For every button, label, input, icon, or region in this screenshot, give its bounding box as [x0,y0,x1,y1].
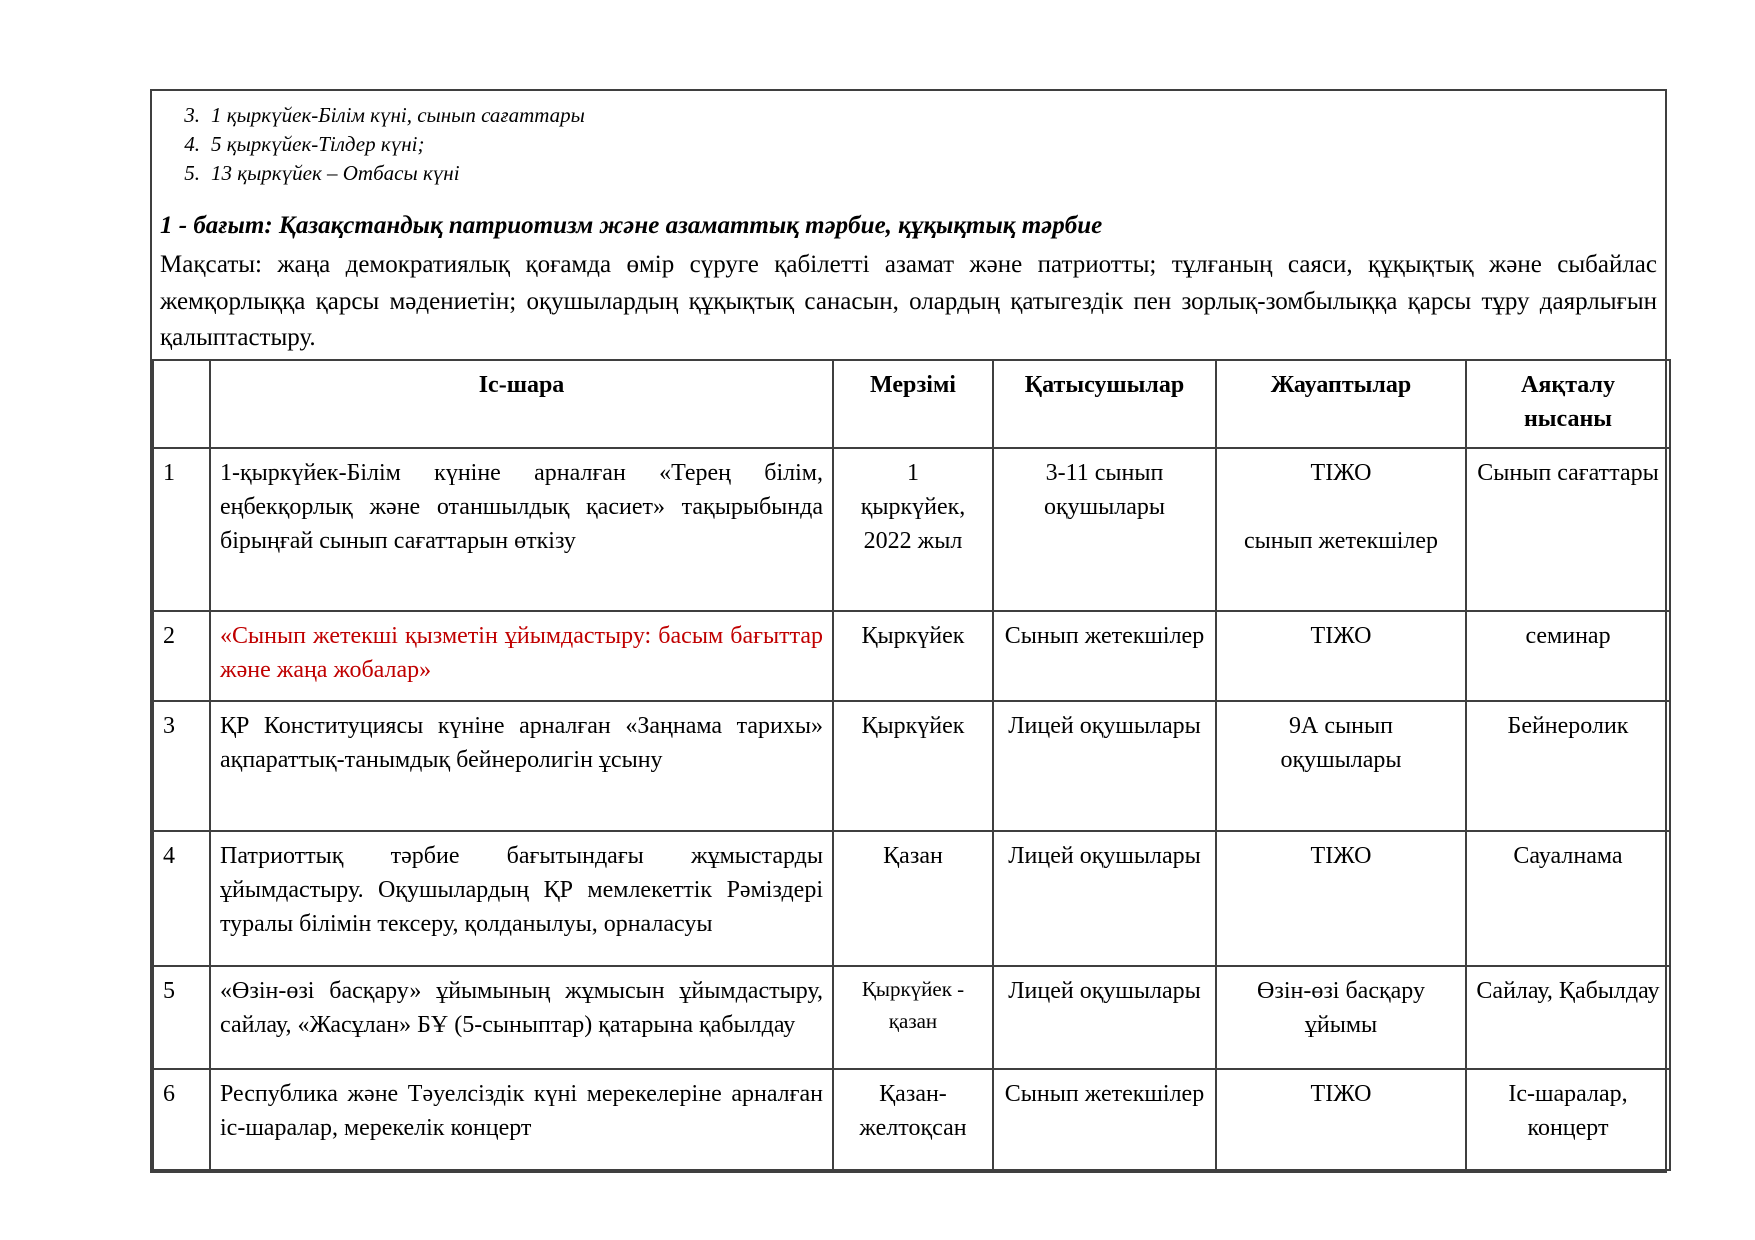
table-row [153,448,1670,611]
cell-responsible: Өзін-өзі басқару ұйымы [1216,966,1466,1069]
table-row [153,1069,1670,1170]
cell-row-number: 5 [153,966,210,1069]
table-row [153,831,1670,966]
cell-row-number: 1 [153,448,210,611]
cell-responsible: ТІЖО [1216,1069,1466,1170]
list-item-text: 1 қыркүйек-Білім күні, сынып сағаттары [211,103,585,127]
cell-event: Патриоттық тәрбие бағытындағы жұмыстарды ұйымдастыру. Оқушылардың ҚР мемлекеттік Рәміздері туралы білімін тексеру, қолданылуы, орналасуы [210,831,833,966]
cell-event: «Өзін-өзі басқару» ұйымының жұмысын ұйымдастыру, сайлау, «Жасұлан» БҰ (5-сыныптар) қатарына қабылдау [210,966,833,1069]
table-header [153,360,1670,448]
list-item-text: 5 қыркүйек-Тілдер күні; [211,131,425,156]
cell-form: Бейнеролик [1466,701,1670,831]
cell-term: Қыркүйек - қазан [833,966,993,1069]
cell-event: 1-қыркүйек-Білім күніне арналған «Терең білім, еңбекқорлық және отаншылдық қасиет» тақырыбында бірыңғай сынып сағаттарын өткізу [210,448,833,611]
cell-participants: Лицей оқушылары [993,966,1216,1069]
header-responsible: Жауаптылар [1216,360,1466,448]
header-participants: Қатысушылар [993,360,1216,448]
plan-table-body [153,448,1670,1170]
cell-term: 1 қыркүйек, 2022 жыл [833,448,993,611]
table-header-row [153,360,1670,448]
section-heading: 1 - бағыт: Қазақстандық патриотизм және азаматтық тәрбие, құқықтық тәрбие [160,211,1103,239]
action-plan-table [152,359,1671,1171]
cell-event: ҚР Конституциясы күніне арналған «Заңнама тарихы» ақпараттық-танымдық бейнеролигін ұсыну [210,701,833,831]
cell-row-number: 3 [153,701,210,831]
cell-participants: 3-11 сынып оқушылары [993,448,1216,611]
cell-row-number: 6 [153,1069,210,1170]
cell-participants: Лицей оқушылары [993,831,1216,966]
list-item-number: 3. [184,103,200,127]
list-item [152,101,1665,130]
cell-responsible: 9А сынып оқушылары [1216,701,1466,831]
cell-term: Қазан- желтоқсан [833,1069,993,1170]
intro-numbered-list [152,91,1665,188]
cell-term: Қыркүйек [833,701,993,831]
cell-event: Республика және Тәуелсіздік күні мерекелеріне арналған іс-шаралар, мерекелік концерт [210,1069,833,1170]
cell-row-number: 2 [153,611,210,701]
cell-form: Іс-шаралар, концерт [1466,1069,1670,1170]
cell-responsible: ТІЖО [1216,611,1466,701]
cell-form: Сайлау, Қабылдау [1466,966,1670,1069]
table-row [153,966,1670,1069]
table-row [153,701,1670,831]
cell-responsible: ТІЖО сынып жетекшілер [1216,448,1466,611]
list-item-text: 13 қыркүйек – Отбасы күні [211,160,460,185]
cell-participants: Сынып жетекшілер [993,1069,1216,1170]
header-event: Іс-шара [210,360,833,448]
document-content-frame [150,89,1667,1173]
list-item-number: 5. [184,160,200,185]
list-item-number: 4. [184,131,200,156]
list-item [152,130,1665,159]
list-item [152,159,1665,188]
table-row [153,611,1670,701]
cell-participants: Лицей оқушылары [993,701,1216,831]
cell-form: Сынып сағаттары [1466,448,1670,611]
header-number [153,360,210,448]
header-term: Мерзімі [833,360,993,448]
cell-form: семинар [1466,611,1670,701]
goal-paragraph: Мақсаты: жаңа демократиялық қоғамда өмір сүруге қабілетті азамат және патриотты; тұлғаның саяси, құқықтық және сыбайлас жемқорлыққа қарсы мәдениетін; оқушылардың құқықтық санасын, олардың қатыгездік пен зорлық-зомбылыққа қарсы тұру даярлығын қалыптастыру. [160,251,1657,351]
header-form: Аяқталу нысаны [1466,360,1670,448]
cell-event: «Сынып жетекші қызметін ұйымдастыру: басым бағыттар және жаңа жобалар» [210,611,833,701]
cell-term: Қазан [833,831,993,966]
cell-form: Сауалнама [1466,831,1670,966]
cell-participants: Сынып жетекшілер [993,611,1216,701]
cell-row-number: 4 [153,831,210,966]
cell-responsible: ТІЖО [1216,831,1466,966]
cell-term: Қыркүйек [833,611,993,701]
